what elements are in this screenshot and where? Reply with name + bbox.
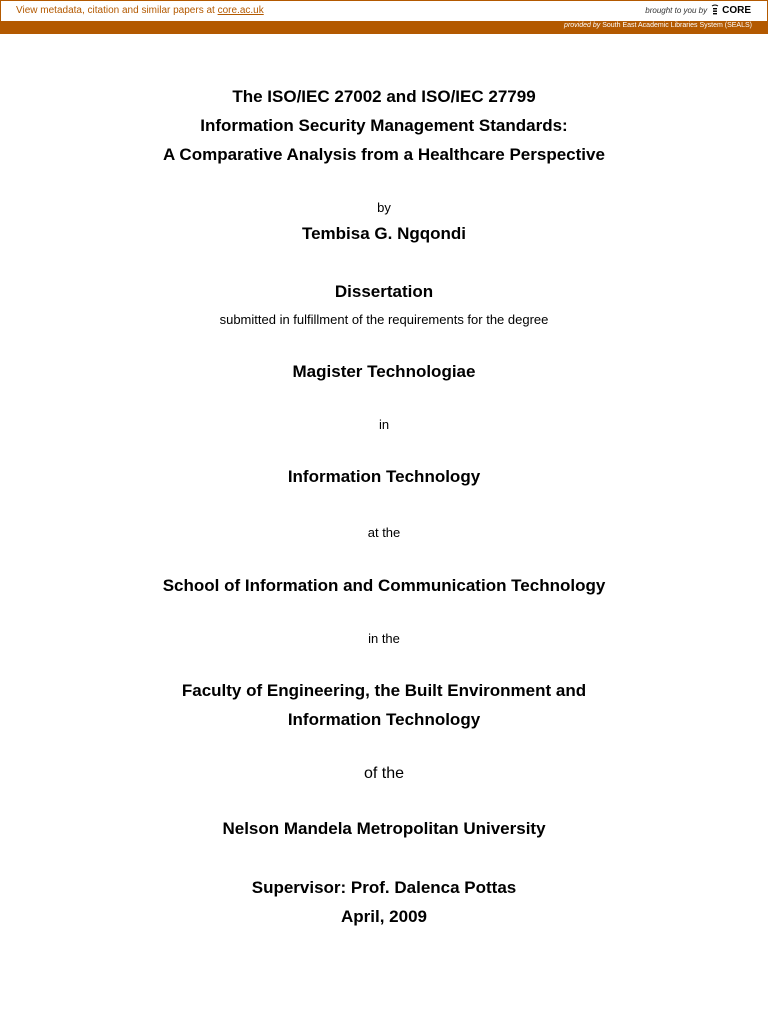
- provided-by-name: South East Academic Libraries System (SEALS): [602, 22, 752, 29]
- title-line-1: The ISO/IEC 27002 and ISO/IEC 27799: [232, 87, 536, 106]
- in-the-text: in the: [368, 631, 400, 646]
- field-name: Information Technology: [287, 467, 481, 486]
- submission-date: April, 2009: [341, 907, 427, 926]
- at-the-text: at the: [367, 525, 401, 540]
- faculty-line-1: Faculty of Engineering, the Built Environment and: [181, 681, 587, 700]
- title-line-2: Information Security Management Standards:: [200, 116, 568, 135]
- brought-text: brought to you by: [645, 5, 708, 15]
- in-text: in: [378, 417, 390, 432]
- faculty-line-2: Information Technology: [287, 710, 481, 729]
- university-name: Nelson Mandela Metropolitan University: [222, 819, 546, 838]
- provided-by-prefix: provided by: [564, 22, 601, 29]
- of-the-text: of the: [363, 765, 405, 782]
- by-text: by: [377, 200, 391, 215]
- degree-name: Magister Technologiae: [292, 362, 476, 381]
- document-type: Dissertation: [334, 282, 434, 301]
- core-link[interactable]: core.ac.uk: [217, 5, 264, 16]
- core-label: CORE: [722, 4, 751, 16]
- title-line-3: A Comparative Analysis from a Healthcare Perspective: [163, 145, 605, 164]
- school-name: School of Information and Communication Technology: [162, 576, 606, 595]
- submitted-text: submitted in fulfillment of the requirements for the degree: [219, 312, 549, 327]
- metadata-text: View metadata, citation and similar papers at: [16, 5, 215, 16]
- author-name: Tembisa G. Ngqondi: [301, 224, 467, 243]
- supervisor: Supervisor: Prof. Dalenca Pottas: [251, 878, 517, 897]
